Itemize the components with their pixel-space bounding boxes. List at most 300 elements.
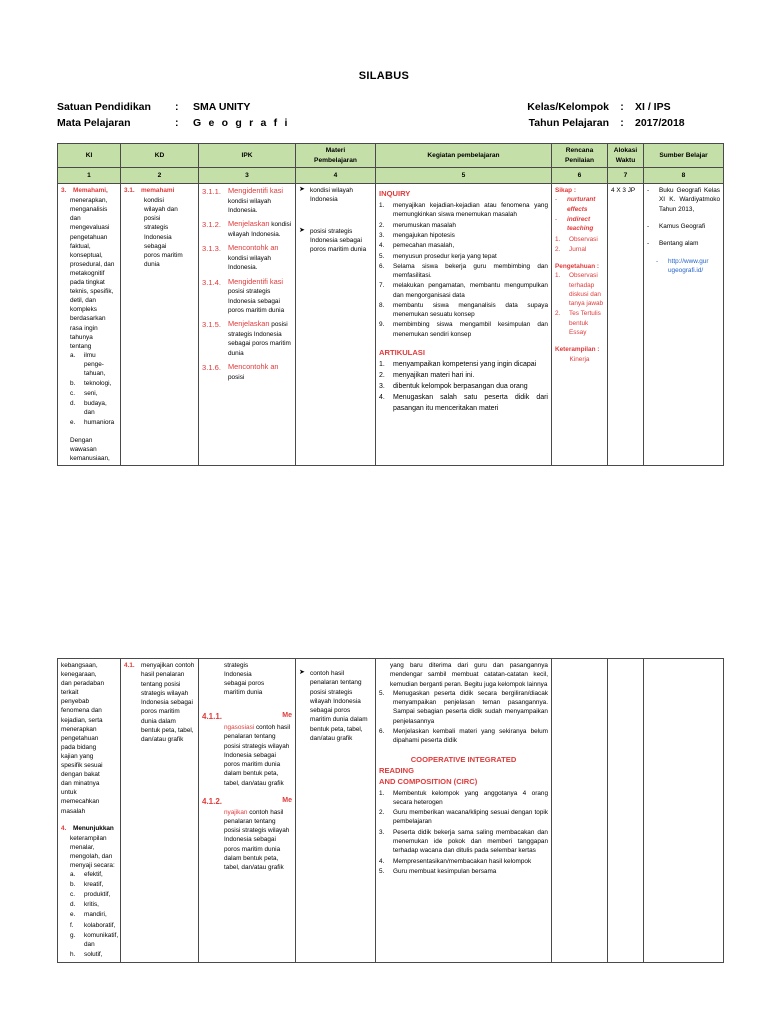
sumber-item xyxy=(647,186,720,214)
ki-line: pengetahuan xyxy=(70,233,108,241)
silabus-table-part1 xyxy=(57,143,724,466)
list-item xyxy=(70,890,117,899)
ipk-item xyxy=(202,362,292,382)
cell-materi xyxy=(296,184,376,466)
ki-main-text: Memahami, xyxy=(73,187,108,195)
list-marker: 2. xyxy=(379,809,385,817)
list-text: Selama siswa bekerja guru membimbing dan memfasilitasi. xyxy=(393,262,548,280)
list-marker: 4. xyxy=(379,857,385,865)
column-number-8: 8 xyxy=(644,168,724,184)
kegiatan-item xyxy=(379,857,548,866)
ipk-text-wrap xyxy=(228,319,292,358)
cell-ki xyxy=(58,659,121,963)
ipk-text-wrap xyxy=(228,277,292,316)
ki-line: prosedural, dan xyxy=(70,260,115,268)
ipk-item xyxy=(202,243,292,272)
sumber-item xyxy=(647,239,720,248)
cell-materi xyxy=(296,659,376,963)
list-text: membimbing siswa mengambil kesimpulan dan menemukan sendiri konsep xyxy=(393,321,548,338)
header-line: Waktu xyxy=(615,156,636,164)
alokasi-waktu-value: 4 X 3 JP xyxy=(611,187,636,195)
table-row xyxy=(58,184,724,466)
header-line: Penilaian xyxy=(565,156,594,164)
kegiatan-item xyxy=(379,252,548,261)
ki-line: menalar, xyxy=(70,843,95,851)
ipk-item xyxy=(202,186,292,215)
list-text: ilmu penge-tahuan, xyxy=(84,351,106,377)
ki-line: faktual, xyxy=(70,242,91,250)
ki-line: mengevaluasi xyxy=(70,224,110,232)
list-text: kritis, xyxy=(84,901,99,909)
kd-line: kondisi xyxy=(144,197,164,205)
list-marker: a. xyxy=(70,871,76,879)
ipk-item xyxy=(202,796,292,873)
meta-colon: : xyxy=(175,117,179,129)
list-text: Observasi terhadap diskusi dan tanya jawab xyxy=(569,272,604,308)
kelas-kelompok-value: XI / IPS xyxy=(635,101,671,113)
list-text: Menjelaskan kembali materi yang sekiranya belum dipahami peserta didik xyxy=(393,727,548,745)
list-marker: d. xyxy=(70,901,76,909)
ki-line: dan peradaban xyxy=(61,680,104,688)
tahun-pelajaran-value: 2017/2018 xyxy=(635,117,685,129)
list-marker: 5. xyxy=(379,689,385,697)
ipk-rest: contoh hasil penalaran tentang posisi strategis wilayah Indonesia sebagai poros maritim dunia dalam bentuk peta, tabel, dan/atau grafik xyxy=(224,808,290,872)
list-text: menyusun prosedur kerja yang tepat xyxy=(393,252,497,260)
list-item xyxy=(70,418,117,427)
ki-sub-list xyxy=(61,870,117,959)
ipk-red-head-fragment: Me xyxy=(282,796,292,804)
meta-colon: : xyxy=(620,101,624,113)
list-text: teknologi, xyxy=(84,380,112,388)
list-item xyxy=(70,399,117,417)
dash-marker: - xyxy=(647,240,650,248)
mata-pelajaran-label: Mata Pelajaran xyxy=(57,117,131,129)
ki-line: metakognitif xyxy=(70,269,105,277)
kegiatan-item xyxy=(379,727,548,746)
ipk-cont-line: maritim dunia xyxy=(224,689,263,697)
kegiatan-item xyxy=(379,808,548,827)
list-marker: 3. xyxy=(379,231,385,239)
ki-lines xyxy=(61,834,117,870)
cell-sumber-belajar xyxy=(644,184,724,466)
header-line: Rencana xyxy=(565,147,594,154)
list-marker: 2. xyxy=(555,310,561,318)
ki-line: dengan bakat xyxy=(61,771,100,779)
meta-colon: : xyxy=(175,101,179,113)
list-marker: 7. xyxy=(379,282,385,290)
list-item xyxy=(70,900,117,909)
ki-line: berdasarkan xyxy=(70,315,106,323)
list-item xyxy=(70,379,117,388)
kegiatan-item xyxy=(379,241,548,250)
ki-main-text: Menunjukkan xyxy=(73,824,114,832)
kegiatan-item xyxy=(379,867,548,876)
ipk-number: 4.1.1. xyxy=(202,712,223,722)
kegiatan-item xyxy=(379,789,548,808)
list-text: menyajikan kejadian-kejadian atau fenomena yang memungkinkan siswa menemukan masalah xyxy=(393,202,548,219)
column-header-kegiatan: Kegiatan pembelajaran xyxy=(376,144,552,168)
list-item xyxy=(70,870,117,879)
table-number-row xyxy=(58,168,724,184)
meta-row xyxy=(57,117,723,133)
list-text: kolaboratif, xyxy=(84,921,116,929)
tahun-pelajaran-label: Tahun Pelajaran xyxy=(528,117,609,129)
sikap-item xyxy=(555,235,604,244)
column-header-rencana-penilaian xyxy=(552,144,608,168)
cell-sumber-belajar xyxy=(644,659,724,963)
list-marker: 3. xyxy=(379,383,385,391)
list-marker: 5. xyxy=(379,252,385,260)
column-number-4: 4 xyxy=(296,168,376,184)
ipk-number-row xyxy=(202,711,292,723)
sumber-text: Kamus Geografi xyxy=(659,222,706,230)
sumber-link-text[interactable]: http://www.gur ugeografi.id/ xyxy=(668,257,709,274)
cell-rencana-penilaian xyxy=(552,184,608,466)
ki-line: kebangsaan, xyxy=(61,662,98,669)
kegiatan-item xyxy=(379,393,548,413)
kd-number: 3.1. xyxy=(124,187,135,195)
kd-line: strategis xyxy=(144,224,169,232)
sumber-text: Buku Geografi Kelas XI K. Wardiyatmoko Tahun 2013, xyxy=(659,187,720,213)
sumber-item xyxy=(647,222,720,231)
ki-line: fenomena dan xyxy=(61,707,102,715)
ipk-text-wrap xyxy=(228,243,292,272)
mata-pelajaran-value: G e o g r a f i xyxy=(193,117,290,129)
sikap-label: Sikap : xyxy=(555,187,576,195)
column-header-ipk: IPK xyxy=(199,144,296,168)
kd-head xyxy=(124,186,195,195)
kegiatan-item xyxy=(379,231,548,240)
meta-right-group xyxy=(423,101,723,113)
list-text: melakukan pengamatan, membantu mengumpulkan dan mengorganisasi data xyxy=(393,282,548,299)
materi-text: contoh hasil penalaran tentang posisi strategis wilayah Indonesia sebagai poros maritim dunia dalam bentuk peta, tabel, dan/atau grafik xyxy=(310,670,368,742)
list-marker: 1. xyxy=(555,235,561,243)
list-item xyxy=(70,931,117,949)
list-marker: a. xyxy=(70,351,76,359)
ipk-cont-line: strategis xyxy=(224,662,249,669)
ki-cont-lines xyxy=(61,661,117,816)
list-text: mandiri, xyxy=(84,911,107,919)
ipk-cont-lines xyxy=(202,661,292,697)
header-line: Pembelajaran xyxy=(314,156,357,164)
kelas-kelompok-label: Kelas/Kelompok xyxy=(527,101,609,113)
kd-line: posisi xyxy=(144,215,161,223)
column-header-ki: KI xyxy=(58,144,121,168)
ipk-number: 3.1.5. xyxy=(202,320,221,330)
column-number-7: 7 xyxy=(608,168,644,184)
ipk-item xyxy=(202,711,292,788)
header-line: Alokasi xyxy=(613,147,638,154)
ipk-number: 3.1.1. xyxy=(202,187,221,197)
ki-line: mengolah, dan xyxy=(70,852,113,860)
ki-line: menerapkan, xyxy=(70,197,108,205)
list-marker: d. xyxy=(70,400,76,408)
satuan-pendidikan-label: Satuan Pendidikan xyxy=(57,101,151,113)
list-text: membantu siswa menganalisis data supaya menemukan sesuatu konsep xyxy=(393,301,548,319)
column-header-kd: KD xyxy=(121,144,199,168)
column-header-materi xyxy=(296,144,376,168)
list-item xyxy=(70,910,117,919)
dash-marker: - xyxy=(647,187,650,195)
list-marker: 1. xyxy=(379,361,385,369)
list-text: budaya, dan xyxy=(84,400,107,417)
kd-line: dunia xyxy=(144,260,160,268)
ki-line: spesifik sesuai xyxy=(61,762,103,770)
kd-line: wilayah dan xyxy=(144,206,178,214)
ipk-text-wrap xyxy=(228,219,292,239)
ki-line: masalah xyxy=(61,807,86,815)
kegiatan-continuation-text: yang baru diterima dari guru dan pasangannya mendengar sambil membuat catatan-catatan kecil, kemudian berganti peran. Begitu juga kelompok lainnya xyxy=(390,662,548,688)
list-text: mengajukan hipotesis xyxy=(393,231,455,239)
list-marker: 4. xyxy=(379,242,385,250)
ipk-red-head: Mencontohk an xyxy=(228,361,279,371)
pengetahuan-label: Pengetahuan : xyxy=(555,263,600,271)
list-marker: 2. xyxy=(379,372,385,380)
ki-main xyxy=(61,186,117,195)
ki-tail-line: wawasan xyxy=(70,445,97,453)
kegiatan-heading-circ-line3: AND COMPOSITION (CIRC) xyxy=(379,776,478,786)
ipk-cont-line: sebagai poros xyxy=(224,680,265,688)
materi-text: posisi strategis Indonesia sebagai poros maritim dunia xyxy=(310,227,367,254)
kegiatan-item xyxy=(379,382,548,392)
list-text: Peserta didik bekerja sama saling membacakan dan menemukan ide pokok dan memberi tanggapan terhadap wacana dan ditulis pada selembar kertas xyxy=(393,828,548,855)
ipk-red-head: Menjelaskan xyxy=(228,319,270,329)
list-text: seni, xyxy=(84,390,98,398)
ki-line: kenegaraan, xyxy=(61,671,97,679)
ipk-rest: posisi strategis Indonesia sebagai poros maritim dunia xyxy=(228,321,291,357)
sikap-dash-item xyxy=(555,215,604,234)
column-header-alokasi-waktu xyxy=(608,144,644,168)
ipk-rest: kondisi wilayah Indonesia. xyxy=(228,197,271,215)
kd-line: Indonesia xyxy=(144,233,172,241)
list-text: efektif, xyxy=(84,871,103,879)
materi-item xyxy=(299,186,372,205)
ipk-red-head: Mengidentifi kasi xyxy=(228,276,284,286)
ki-line: keterampilan xyxy=(70,834,107,842)
ipk-number: 3.1.4. xyxy=(202,277,221,287)
kegiatan-heading-artikulasi: ARTIKULASI xyxy=(379,348,425,358)
ipk-red-head: Mengidentifi kasi xyxy=(228,186,284,196)
ki-line: rasa ingin xyxy=(70,324,98,332)
cell-alokasi-waktu xyxy=(608,184,644,466)
list-marker: 2. xyxy=(555,245,561,253)
ipk-text-wrap xyxy=(228,362,292,382)
column-number-5: 5 xyxy=(376,168,552,184)
ki-line: pengetahuan xyxy=(61,734,99,742)
sumber-text: Bentang alam xyxy=(659,240,699,248)
kegiatan-item xyxy=(379,201,548,220)
list-text: humaniora xyxy=(84,419,115,427)
header-line: Materi xyxy=(325,147,346,154)
kd-item xyxy=(124,661,195,745)
dash-marker: - xyxy=(555,215,558,223)
list-marker: f. xyxy=(70,921,74,929)
kegiatan-item xyxy=(379,320,548,339)
list-text: Menugaskan peserta didik secara bergiliran/diacak menyampaikan penjelasan teman pasangannya. Sampai sebagian peserta didik sudah menyampaikan penjelasannya xyxy=(393,689,548,725)
cell-ipk xyxy=(199,184,296,466)
meta-row xyxy=(57,101,723,117)
list-marker: 3. xyxy=(379,828,385,836)
list-marker: g. xyxy=(70,931,76,939)
list-marker: h. xyxy=(70,950,76,958)
kegiatan-heading-inquiry: INQUIRY xyxy=(379,189,411,199)
list-item xyxy=(70,351,117,378)
kd-bold-word: memahami xyxy=(141,187,175,195)
materi-text: kondisi wilayah Indonesia xyxy=(310,187,353,204)
ipk-item xyxy=(202,277,292,316)
ki-line: menerapkan xyxy=(61,725,97,733)
list-marker: 6. xyxy=(379,262,385,270)
list-marker: 1. xyxy=(555,272,561,280)
list-marker: 8. xyxy=(379,301,385,309)
ki-line: pada bidang xyxy=(61,743,97,751)
list-marker: b. xyxy=(70,380,76,388)
kegiatan-heading-circ-line2: READING xyxy=(379,765,415,775)
ki-line: kajian yang xyxy=(61,752,94,760)
ki-line: terkait xyxy=(61,689,79,697)
table-header-row xyxy=(58,144,724,168)
ki-line: dan minatnya xyxy=(61,780,100,788)
list-marker: 9. xyxy=(379,321,385,329)
list-marker: 1. xyxy=(379,789,385,797)
column-number-2: 2 xyxy=(121,168,199,184)
cell-kegiatan xyxy=(376,184,552,466)
sikap-dash-text: nurturant effects xyxy=(567,196,596,213)
meta-colon: : xyxy=(620,117,624,129)
sikap-dash-item xyxy=(555,195,604,214)
ipk-number: 3.1.3. xyxy=(202,244,221,254)
table-row xyxy=(58,659,724,963)
arrow-bullet-icon: ➤ xyxy=(299,669,305,676)
list-text: Membentuk kelompok yang anggotanya 4 orang secara heterogen xyxy=(393,789,548,806)
cell-ipk xyxy=(199,659,296,963)
list-item xyxy=(70,880,117,889)
ipk-text-wrap xyxy=(228,186,292,215)
ki-tail-line: kemanusiaan, xyxy=(70,454,110,462)
kegiatan-item xyxy=(379,828,548,856)
kegiatan-item xyxy=(379,262,548,281)
ki-line: untuk xyxy=(61,789,77,797)
kd-number: 4.1. xyxy=(124,662,135,669)
list-marker: 1. xyxy=(379,202,385,210)
list-text: solutif, xyxy=(84,950,103,958)
sumber-link-item[interactable] xyxy=(647,257,720,276)
list-item xyxy=(70,921,117,930)
ki-line: detil, dan xyxy=(70,297,96,305)
ki-tail xyxy=(61,436,117,463)
cell-kd xyxy=(121,184,199,466)
list-text: merumuskan masalah xyxy=(393,221,456,229)
keterampilan-value: Kinerja xyxy=(569,355,590,363)
list-text: Jurnal xyxy=(569,245,587,253)
ki-line: menyaji secara: xyxy=(70,861,115,869)
kd-line: poros maritim xyxy=(144,251,183,259)
ipk-red-head: nyajikan xyxy=(224,808,248,816)
kegiatan-heading-circ-line1: COOPERATIVE INTEGRATED xyxy=(410,754,517,764)
materi-item xyxy=(299,227,372,255)
list-text: kreatif, xyxy=(84,881,104,889)
dash-marker: - xyxy=(555,196,558,204)
materi-item xyxy=(299,669,372,743)
list-text: Observasi xyxy=(569,235,598,243)
kd-text: menyajikan contoh hasil penalaran tentang posisi strategis wilayah Indonesia sebagai poros maritim dunia dalam bentuk peta, tabel, dan/atau grafik xyxy=(141,662,195,744)
list-text: produktif, xyxy=(84,891,111,899)
list-item xyxy=(70,389,117,398)
kegiatan-item xyxy=(379,281,548,300)
list-text: pemecahan masalah, xyxy=(393,242,455,250)
arrow-bullet-icon: ➤ xyxy=(299,186,305,194)
sikap-dash-text: indirect teaching xyxy=(567,215,594,233)
ipk-red-head: Menjelaskan xyxy=(228,219,270,229)
pengetahuan-item xyxy=(555,309,604,337)
cell-alokasi-waktu xyxy=(608,659,644,963)
dash-marker: - xyxy=(647,222,650,230)
column-header-sumber-belajar: Sumber Belajar xyxy=(644,144,724,168)
kegiatan-item xyxy=(379,301,548,320)
ki-tail-line: Dengan xyxy=(70,436,93,444)
cell-rencana-penilaian xyxy=(552,659,608,963)
silabus-table-part2 xyxy=(57,658,724,963)
keterampilan-label: Keterampilan : xyxy=(555,346,600,354)
page-title: SILABUS xyxy=(358,70,410,82)
cell-ki xyxy=(58,184,121,466)
ipk-rest: kondisi wilayah Indonesia. xyxy=(228,221,292,239)
kegiatan-item xyxy=(379,221,548,230)
ipk-item xyxy=(202,319,292,358)
ipk-cont-line: Indonesia xyxy=(224,671,252,679)
ki-main-number: 4. xyxy=(61,824,67,832)
list-marker: c. xyxy=(70,891,75,899)
satuan-pendidikan-value: SMA UNITY xyxy=(193,101,251,113)
ki-line: penyebab xyxy=(61,698,90,706)
list-item xyxy=(70,950,117,959)
list-marker: b. xyxy=(70,881,76,889)
cell-kegiatan xyxy=(376,659,552,963)
ki-line: menganalisis xyxy=(70,206,108,214)
ki-line: dan xyxy=(70,215,81,223)
document-meta xyxy=(57,101,723,133)
ipk-red-head: ngasosiasi xyxy=(224,723,255,731)
ki-line: pada tingkat xyxy=(70,279,105,287)
list-text: dibentuk kelompok berpasangan dua orang xyxy=(393,383,528,391)
meta-right-group xyxy=(423,117,723,129)
kd-lines xyxy=(124,196,195,269)
ki-line: teknis, spesifik, xyxy=(70,288,114,296)
ipk-number: 3.1.6. xyxy=(202,362,221,372)
ki-main-number: 3. xyxy=(61,187,67,195)
ki-line: kompleks xyxy=(70,306,97,314)
ipk-rest: posisi xyxy=(228,373,245,381)
list-marker: e. xyxy=(70,911,76,919)
ipk-rest: posisi strategis Indonesia sebagai poros maritim dunia xyxy=(228,288,285,314)
ipk-number-row xyxy=(202,796,292,808)
column-number-3: 3 xyxy=(199,168,296,184)
dash-marker: - xyxy=(656,257,659,265)
list-text: Guru memberikan wacana/kliping sesuai dengan topik pembelajaran xyxy=(393,809,548,826)
kegiatan-item xyxy=(379,360,548,370)
list-text: menyampaikan kompetensi yang ingin dicapai xyxy=(393,361,537,369)
ki-line: konseptual, xyxy=(70,251,103,259)
column-number-1: 1 xyxy=(58,168,121,184)
ipk-number: 4.1.2. xyxy=(202,796,223,806)
list-text: menyajikan materi hari ini. xyxy=(393,372,475,380)
ipk-red-head: Mencontohk an xyxy=(228,243,279,253)
ipk-text-wrap xyxy=(202,723,292,788)
ki-lines xyxy=(61,196,117,351)
kegiatan-item xyxy=(379,689,548,726)
ki-sub-list xyxy=(61,351,117,428)
ki-line: kejadian, serta xyxy=(61,716,103,724)
